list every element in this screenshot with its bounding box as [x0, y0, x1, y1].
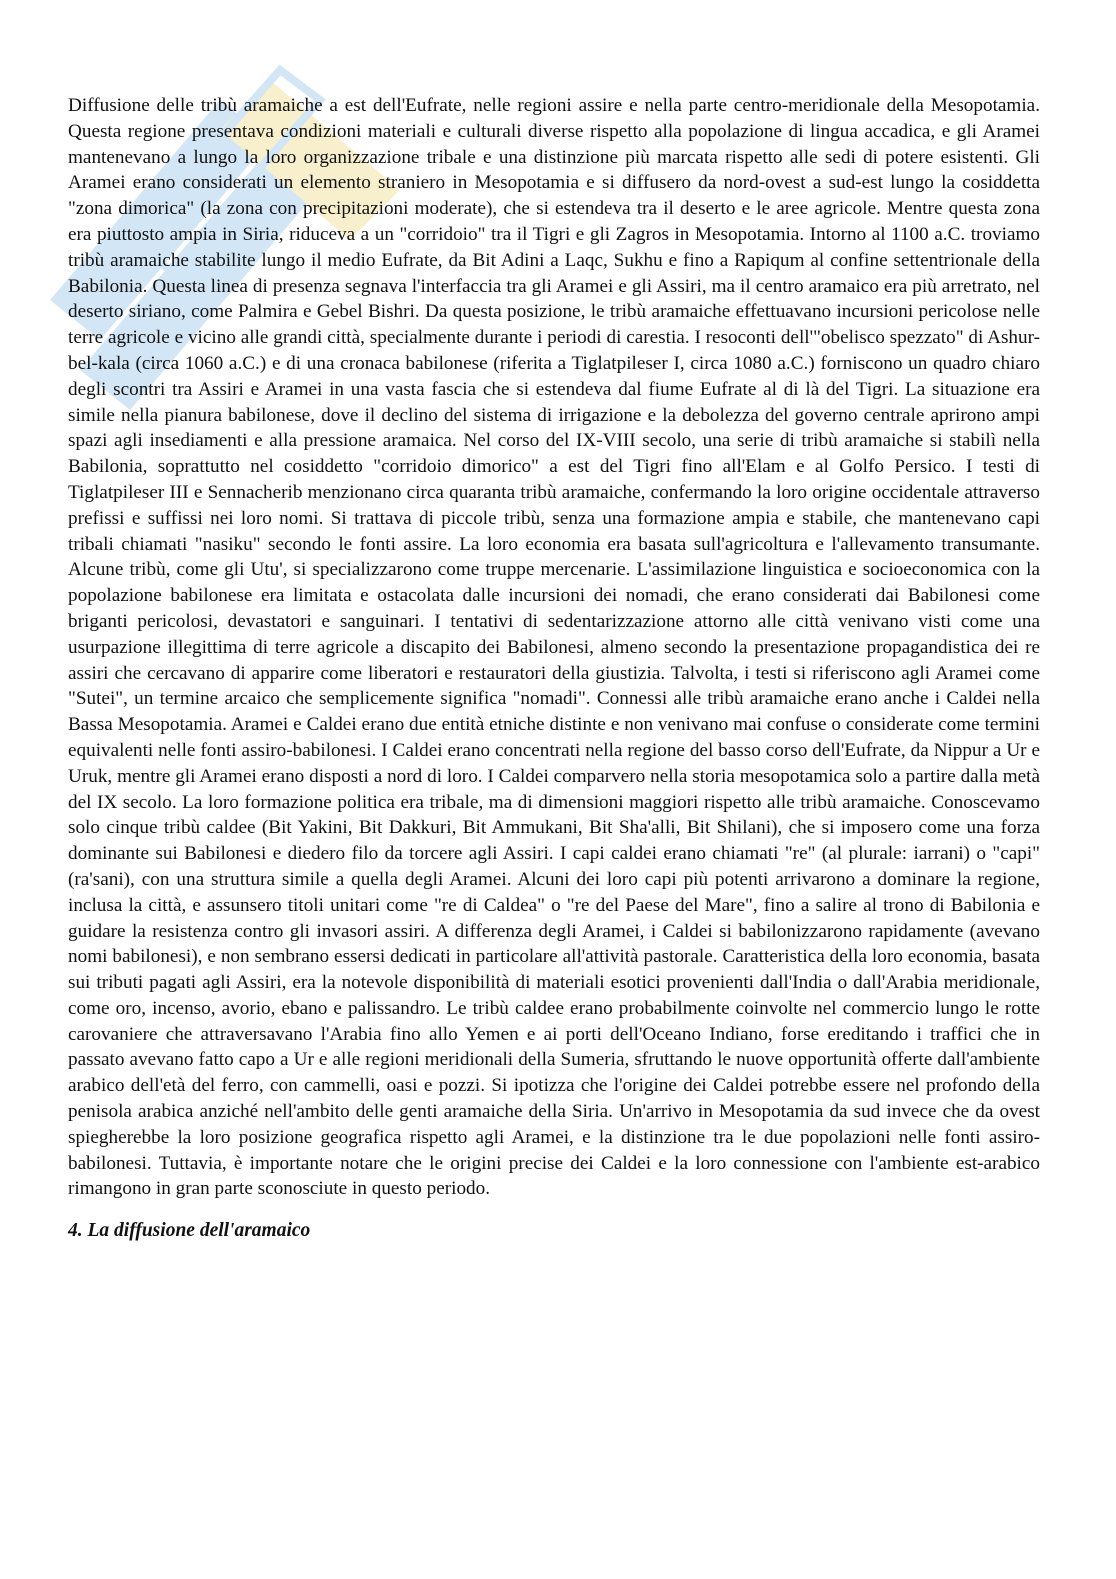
- section-heading: 4. La diffusione dell'aramaico: [68, 1220, 311, 1242]
- body-paragraph: Diffusione delle tribù aramaiche a est dell'Eufrate, nelle regioni assire e nella parte centro-meridionale della Mesopotamia. Questa regione presentava condizioni materiali e culturali diverse rispetto alla popolazione di lingua accadica, e gli Aramei mantenevano a lungo la loro organizzazione tribale e una distinzione più marcata rispetto alle sedi di potere esistenti. Gli Aramei erano considerati un elemento straniero in Mesopotamia e si diffusero da nord-ovest a sud-est lungo la cosiddetta "zona dimorica" (la zona con precipitazioni moderate), che si estendeva tra il deserto e le aree agricole. Mentre questa zona era piuttosto ampia in Siria, riduceva a un "corridoio" tra il Tigri e gli Zagros in Mesopotamia. Intorno al 1100 a.C. troviamo tribù aramaiche stabilite lungo il medio Eufrate, da Bit Adini a Laqc, Sukhu e fino a Rapiqum al confine settentrionale della Babilonia. Questa linea di presenza segnava l'interfaccia tra gli Aramei e gli Assiri, ma il centro aramaico era più arretrato, nel deserto siriano, come Palmira e Gebel Bishri. Da questa posizione, le tribù aramaiche effettuavano incursioni pericolose nelle terre agricole e vicino alle grandi città, specialmente durante i periodi di carestia. I resoconti dell'"obelisco spezzato" di Ashur-bel-kala (circa 1060 a.C.) e di una cronaca babilonese (riferita a Tiglatpileser I, circa 1080 a.C.) forniscono un quadro chiaro degli scontri tra Assiri e Aramei in una vasta fascia che si estendeva dal fiume Eufrate al di là del Tigri. La situazione era simile nella pianura babilonese, dove il declino del sistema di irrigazione e la debolezza del governo centrale aprirono ampi spazi agli insediamenti e alla pressione aramaica. Nel corso del IX-VIII secolo, una serie di tribù aramaiche si stabilì nella Babilonia, soprattutto nel cosiddetto "corridoio dimorico" a est del Tigri fino all'Elam e al Golfo Persico. I testi di Tiglatpileser III e Sennacherib menzionano circa quaranta tribù aramaiche, confermando la loro origine occidentale attraverso prefissi e suffissi nei loro nomi. Si trattava di piccole tribù, senza una formazione ampia e stabile, che mantenevano capi tribali chiamati "nasiku" secondo le fonti assire. La loro economia era basata sull'agricoltura e l'allevamento transumante. Alcune tribù, come gli Utu', si specializzarono come truppe mercenarie. L'assimilazione linguistica e socioeconomica con la popolazione babilonese era limitata e ostacolata dalle incursioni dei nomadi, che erano considerati dai Babilonesi come briganti pericolosi, devastatori e sanguinari. I tentativi di sedentarizzazione attorno alle città venivano visti come una usurpazione illegittima di terre agricole a discapito dei Babilonesi, almeno secondo la presentazione propagandistica dei re assiri che cercavano di apparire come liberatori e restauratori della giustizia. Talvolta, i testi si riferiscono agli Aramei come "Sutei", un termine arcaico che semplicemente significa "nomadi". Connessi alle tribù aramaiche erano anche i Caldei nella Bassa Mesopotamia. Aramei e Caldei erano due entità etniche distinte e non venivano mai confuse o considerate come termini equivalenti nelle fonti assiro-babilonesi. I Caldei erano concentrati nella regione del basso corso dell'Eufrate, da Nippur a Ur e Uruk, mentre gli Aramei erano disposti a nord di loro. I Caldei comparvero nella storia mesopotamica solo a partire dalla metà del IX secolo. La loro formazione politica era tribale, ma di dimensioni maggiori rispetto alle tribù aramaiche. Conoscevamo solo cinque tribù caldee (Bit Yakini, Bit Dakkuri, Bit Ammukani, Bit Sha'alli, Bit Shilani), che si imposero come una forza dominante sui Babilonesi e diedero filo da torcere agli Assiri. I capi caldei erano chiamati "re" (al plurale: iarrani) o "capi" (ra'sani), con una struttura simile a quella degli Aramei. Alcuni dei loro capi più potenti arrivarono a dominare la regione, inclusa la città, e assunsero titoli unitari come "re di Caldea" o "re del Paese del Mare", fino a salire al trono di Babilonia e guidare la resistenza contro gli invasori assiri. A differenza degli Aramei, i Caldei si babilonizzarono rapidamente (avevano nomi babilonesi), e non sembrano essersi dedicati in particolare all'attività pastorale. Caratteristica della loro economia, basata sui tributi pagati agli Assiri, era la notevole disponibilità di materiali esotici provenienti dall'India o dall'Arabia meridionale, come oro, incenso, avorio, ebano e palissandro. Le tribù caldee erano probabilmente coinvolte nel commercio lungo le rotte carovaniere che attraversavano l'Arabia fino allo Yemen e ai porti dell'Oceano Indiano, forse ereditando i traffici che in passato avevano fatto capo a Ur e alle regioni meridionali della Sumeria, sfruttando le nuove opportunità offerte dall'ambiente arabico dell'età del ferro, con cammelli, oasi e pozzi. Si ipotizza che l'origine dei Caldei potrebbe essere nel profondo della penisola arabica anziché nell'ambito delle genti aramaiche della Siria. Un'arrivo in Mesopotamia da sud invece che da ovest spiegherebbe la loro posizione geografica rispetto agli Aramei, e la distinzione tra le due popolazioni nelle fonti assiro-babilonesi. Tuttavia, è importante notare che le origini precise dei Caldei e la loro connessione con l'ambiente est-arabico rimangono in gran parte sconosciute in questo periodo.: [68, 95, 1040, 1200]
- document-content: [68, 93, 1040, 1244]
